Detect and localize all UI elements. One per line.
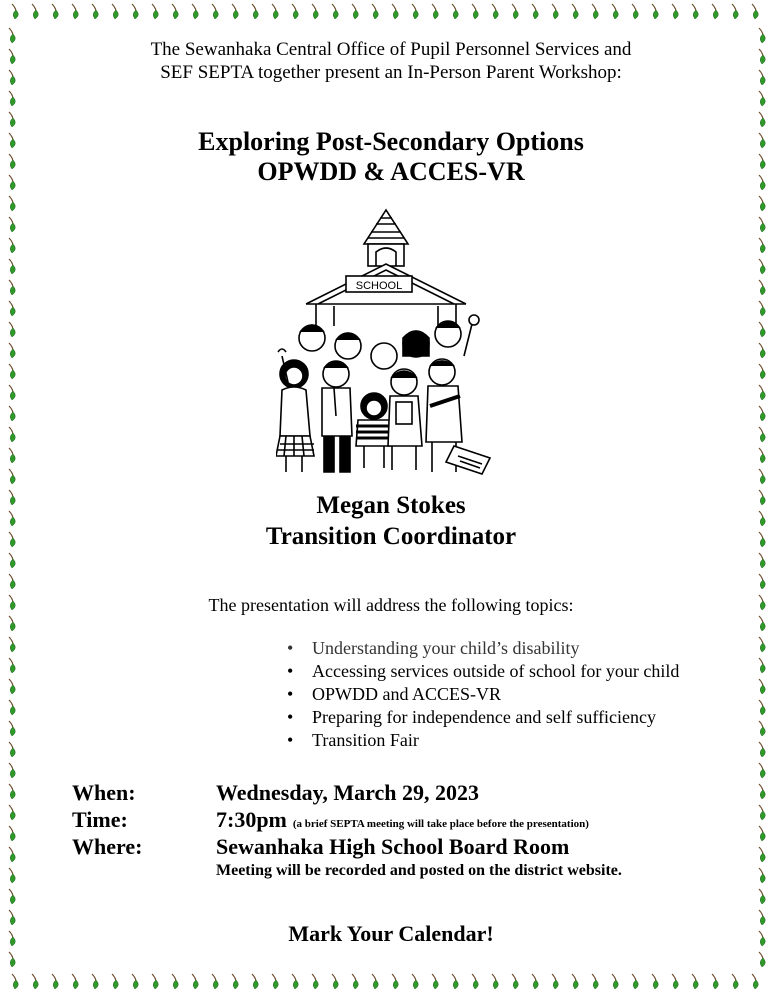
school-sign-text: SCHOOL — [355, 280, 403, 292]
border-leaf-icon — [632, 974, 638, 989]
border-leaf-icon — [192, 974, 198, 989]
border-leaf-icon — [132, 4, 138, 19]
border-leaf-icon — [292, 4, 298, 19]
border-leaf-icon — [759, 322, 765, 337]
border-leaf-icon — [192, 4, 198, 19]
border-leaf-icon — [9, 574, 15, 589]
border-leaf-icon — [9, 385, 15, 400]
border-leaf-icon — [759, 847, 765, 862]
border-leaf-icon — [759, 238, 765, 253]
border-leaf-icon — [759, 721, 765, 736]
border-leaf-icon — [759, 364, 765, 379]
border-leaf-icon — [532, 974, 538, 989]
border-leaf-icon — [572, 4, 578, 19]
border-leaf-icon — [9, 469, 15, 484]
border-leaf-icon — [9, 721, 15, 736]
border-leaf-icon — [312, 4, 318, 19]
border-leaf-icon — [9, 196, 15, 211]
border-leaf-icon — [759, 301, 765, 316]
border-leaf-icon — [392, 974, 398, 989]
where-label: Where: — [72, 834, 143, 859]
border-leaf-icon — [452, 974, 458, 989]
border-leaf-icon — [752, 974, 758, 989]
border-leaf-icon — [572, 974, 578, 989]
border-leaf-icon — [9, 280, 15, 295]
border-leaf-icon — [759, 427, 765, 442]
border-leaf-icon — [372, 4, 378, 19]
when-label: When: — [72, 780, 136, 805]
border-leaf-icon — [472, 4, 478, 19]
border-leaf-icon — [232, 4, 238, 19]
border-leaf-icon — [9, 805, 15, 820]
border-leaf-icon — [9, 763, 15, 778]
when-value: Wednesday, March 29, 2023 — [216, 780, 480, 805]
title-line-2: OPWDD & ACCES-VR — [257, 157, 525, 186]
border-leaf-icon — [512, 974, 518, 989]
border-leaf-icon — [452, 4, 458, 19]
border-leaf-icon — [759, 112, 765, 127]
school-children-illustration — [276, 206, 496, 476]
border-leaf-icon — [32, 974, 38, 989]
border-leaf-icon — [9, 847, 15, 862]
border-leaf-icon — [72, 974, 78, 989]
topic-item: • Transition Fair — [312, 729, 679, 752]
border-leaf-icon — [759, 280, 765, 295]
border-leaf-icon — [9, 91, 15, 106]
border-leaf-icon — [9, 112, 15, 127]
border-leaf-icon — [172, 974, 178, 989]
border-leaf-icon — [312, 974, 318, 989]
border-leaf-icon — [759, 868, 765, 883]
border-leaf-icon — [672, 4, 678, 19]
border-leaf-icon — [272, 4, 278, 19]
border-leaf-icon — [752, 4, 758, 19]
border-leaf-icon — [552, 974, 558, 989]
time-label: Time: — [72, 807, 128, 832]
border-leaf-icon — [759, 679, 765, 694]
where-value: Sewanhaka High School Board Room — [216, 834, 570, 859]
border-leaf-icon — [592, 974, 598, 989]
border-leaf-icon — [212, 974, 218, 989]
border-leaf-icon — [9, 889, 15, 904]
border-leaf-icon — [712, 4, 718, 19]
border-leaf-icon — [672, 974, 678, 989]
border-leaf-icon — [759, 658, 765, 673]
border-leaf-icon — [759, 448, 765, 463]
border-leaf-icon — [532, 4, 538, 19]
border-leaf-icon — [112, 974, 118, 989]
border-leaf-icon — [52, 4, 58, 19]
border-leaf-icon — [9, 427, 15, 442]
border-leaf-icon — [9, 868, 15, 883]
border-leaf-icon — [759, 406, 765, 421]
border-leaf-icon — [512, 4, 518, 19]
border-leaf-icon — [152, 4, 158, 19]
border-leaf-icon — [212, 4, 218, 19]
topic-item: • OPWDD and ACCES-VR — [312, 683, 679, 706]
topics-list — [312, 637, 679, 752]
border-leaf-icon — [9, 784, 15, 799]
border-leaf-icon — [759, 805, 765, 820]
border-leaf-icon — [112, 4, 118, 19]
intro-text — [0, 38, 782, 84]
border-leaf-icon — [72, 4, 78, 19]
border-leaf-icon — [352, 974, 358, 989]
topic-item: • Accessing services outside of school for your child — [312, 660, 679, 683]
border-leaf-icon — [759, 742, 765, 757]
border-leaf-icon — [432, 974, 438, 989]
border-leaf-icon — [472, 974, 478, 989]
border-leaf-icon — [32, 4, 38, 19]
border-leaf-icon — [372, 974, 378, 989]
border-leaf-icon — [9, 217, 15, 232]
border-leaf-icon — [152, 974, 158, 989]
border-leaf-icon — [9, 343, 15, 358]
border-leaf-icon — [432, 4, 438, 19]
border-leaf-icon — [12, 4, 18, 19]
border-leaf-icon — [252, 4, 258, 19]
border-leaf-icon — [9, 826, 15, 841]
speaker-role: Transition Coordinator — [265, 523, 517, 550]
topic-item: • Preparing for independence and self sufficiency — [312, 706, 679, 729]
border-leaf-icon — [492, 974, 498, 989]
border-leaf-icon — [332, 4, 338, 19]
border-leaf-icon — [759, 784, 765, 799]
border-leaf-icon — [392, 4, 398, 19]
border-leaf-icon — [492, 4, 498, 19]
border-leaf-icon — [652, 4, 658, 19]
border-leaf-icon — [552, 4, 558, 19]
time-note: (a brief SEPTA meeting will take place before the presentation) — [292, 818, 589, 830]
border-leaf-icon — [352, 4, 358, 19]
border-leaf-icon — [759, 763, 765, 778]
border-leaf-icon — [9, 679, 15, 694]
border-leaf-icon — [759, 826, 765, 841]
topic-item: • Understanding your child’s disability — [312, 637, 679, 660]
border-leaf-icon — [612, 974, 618, 989]
border-leaf-icon — [759, 91, 765, 106]
border-leaf-icon — [759, 889, 765, 904]
border-leaf-icon — [9, 406, 15, 421]
border-leaf-icon — [759, 574, 765, 589]
border-leaf-icon — [9, 952, 15, 967]
border-leaf-icon — [592, 4, 598, 19]
border-leaf-icon — [252, 974, 258, 989]
border-leaf-icon — [9, 616, 15, 631]
border-leaf-icon — [292, 974, 298, 989]
border-leaf-icon — [232, 974, 238, 989]
border-leaf-icon — [759, 553, 765, 568]
border-leaf-icon — [612, 4, 618, 19]
border-leaf-icon — [732, 974, 738, 989]
border-leaf-icon — [692, 974, 698, 989]
border-leaf-icon — [712, 974, 718, 989]
speaker-name: Megan Stokes — [316, 492, 466, 519]
closing-callout: Mark Your Calendar! — [288, 921, 494, 946]
border-leaf-icon — [759, 385, 765, 400]
border-leaf-icon — [759, 616, 765, 631]
border-leaf-icon — [9, 301, 15, 316]
border-leaf-icon — [9, 742, 15, 757]
border-leaf-icon — [9, 448, 15, 463]
border-leaf-icon — [9, 364, 15, 379]
border-leaf-icon — [9, 322, 15, 337]
border-leaf-icon — [759, 196, 765, 211]
border-leaf-icon — [412, 974, 418, 989]
border-leaf-icon — [9, 700, 15, 715]
recording-note: Meeting will be recorded and posted on the district website. — [216, 862, 622, 879]
border-leaf-icon — [12, 974, 18, 989]
border-leaf-icon — [632, 4, 638, 19]
border-leaf-icon — [759, 952, 765, 967]
border-leaf-icon — [759, 637, 765, 652]
border-leaf-icon — [272, 974, 278, 989]
border-leaf-icon — [759, 700, 765, 715]
border-leaf-icon — [759, 217, 765, 232]
border-leaf-icon — [332, 974, 338, 989]
workshop-title — [0, 127, 782, 187]
topics-intro: The presentation will address the following topics: — [208, 595, 574, 615]
border-leaf-icon — [9, 238, 15, 253]
border-leaf-icon — [759, 469, 765, 484]
border-leaf-icon — [9, 553, 15, 568]
border-leaf-icon — [9, 637, 15, 652]
border-leaf-icon — [92, 974, 98, 989]
border-leaf-icon — [172, 4, 178, 19]
border-leaf-icon — [692, 4, 698, 19]
intro-line-2: SEF SEPTA together present an In-Person Parent Workshop: — [160, 62, 622, 83]
border-leaf-icon — [652, 974, 658, 989]
border-leaf-icon — [92, 4, 98, 19]
time-value: 7:30pm — [216, 807, 287, 832]
border-leaf-icon — [9, 658, 15, 673]
border-leaf-icon — [52, 974, 58, 989]
border-leaf-icon — [759, 343, 765, 358]
border-leaf-icon — [412, 4, 418, 19]
border-leaf-icon — [732, 4, 738, 19]
border-leaf-icon — [759, 259, 765, 274]
intro-line-1: The Sewanhaka Central Office of Pupil Personnel Services and — [150, 39, 632, 60]
border-leaf-icon — [132, 974, 138, 989]
border-leaf-icon — [9, 259, 15, 274]
speaker-block — [0, 490, 782, 552]
title-line-1: Exploring Post-Secondary Options — [198, 127, 584, 156]
